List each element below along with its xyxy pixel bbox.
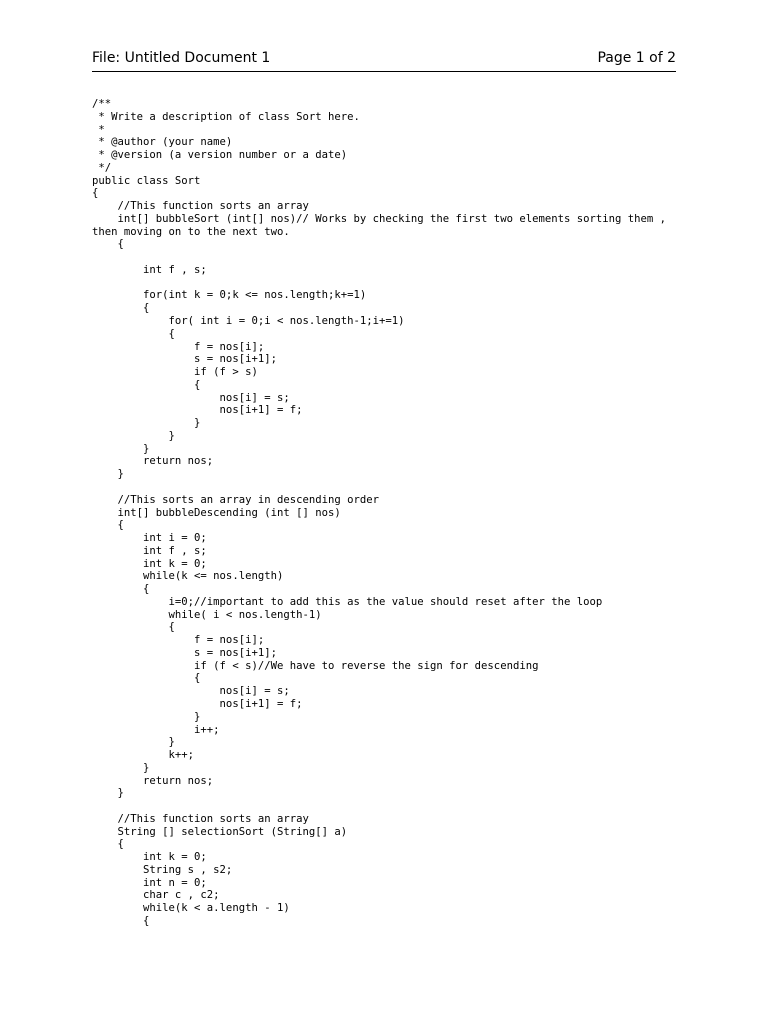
code-line: while(k <= nos.length) [92,570,284,583]
code-line: public class Sort [92,174,201,187]
code-line: } [92,468,124,481]
code-line: nos[i] = s; [92,391,290,404]
code-line [92,251,692,264]
code-line: { [92,238,124,251]
code-line: s = nos[i+1]; [92,646,277,659]
file-title: File: Untitled Document 1 [92,50,271,66]
code-line: //This sorts an array in descending order [92,493,380,506]
code-line: int f , s; [92,263,207,276]
code-line: } [92,710,201,723]
code-line: { [92,672,201,685]
code-line: { [92,915,150,927]
code-line: i=0;//important to add this as the value should reset after the loop [92,595,603,608]
code-line: f = nos[i]; [92,634,265,647]
code-line: int n = 0; [92,876,207,889]
code-line: } [92,417,201,430]
code-line: */ [92,161,112,174]
code-line: f = nos[i]; [92,340,265,353]
code-line: { [92,621,175,634]
code-line: nos[i] = s; [92,685,290,698]
code-line: nos[i+1] = f; [92,404,303,417]
code-line: String [] selectionSort (String[] a) [92,825,348,838]
code-line: { [92,519,124,532]
page-number: Page 1 of 2 [597,50,676,66]
code-line: String s , s2; [92,863,233,876]
code-line: { [92,302,150,315]
code-line: nos[i+1] = f; [92,697,303,710]
code-line [92,481,692,494]
code-line: } [92,787,124,800]
code-line: then moving on to the next two. [92,225,290,238]
code-line: char c , c2; [92,889,220,902]
code-line: for( int i = 0;i < nos.length-1;i+=1) [92,315,405,328]
code-line: int i = 0; [92,532,207,545]
code-line: for(int k = 0;k <= nos.length;k+=1) [92,289,367,302]
code-line: { [92,327,175,340]
code-line: * [92,123,105,136]
code-line: int k = 0; [92,851,207,864]
code-line: } [92,761,150,774]
code-line: if (f > s) [92,366,258,379]
code-line [92,800,692,813]
code-line: while(k < a.length - 1) [92,902,290,915]
code-line: return nos; [92,774,214,787]
code-line: } [92,429,175,442]
code-line: //This function sorts an array [92,200,309,213]
code-line: { [92,838,124,851]
code-line: if (f < s)//We have to reverse the sign for descending [92,659,539,672]
code-line: * Write a description of class Sort here. [92,110,360,123]
code-line: int[] bubbleDescending (int [] nos) [92,506,341,519]
code-line: int f , s; [92,544,207,557]
code-line: k++; [92,749,195,762]
code-line: return nos; [92,455,214,468]
code-line: * @version (a version number or a date) [92,149,348,162]
code-line: * @author (your name) [92,136,233,149]
code-line: } [92,442,150,455]
code-line: { [92,187,99,200]
code-line: while( i < nos.length-1) [92,608,322,621]
code-line: i++; [92,723,220,736]
code-line [92,277,692,290]
code-line: //This function sorts an array [92,812,309,825]
code-line: { [92,583,150,596]
code-line: int[] bubbleSort (int[] nos)// Works by checking the first two elements sorting them , [92,212,667,225]
code-listing [92,98,692,928]
code-line: } [92,736,175,749]
code-line: s = nos[i+1]; [92,353,277,366]
page-header [92,49,676,72]
code-line: { [92,378,201,391]
code-line: int k = 0; [92,557,207,570]
code-line: /** [92,98,112,110]
